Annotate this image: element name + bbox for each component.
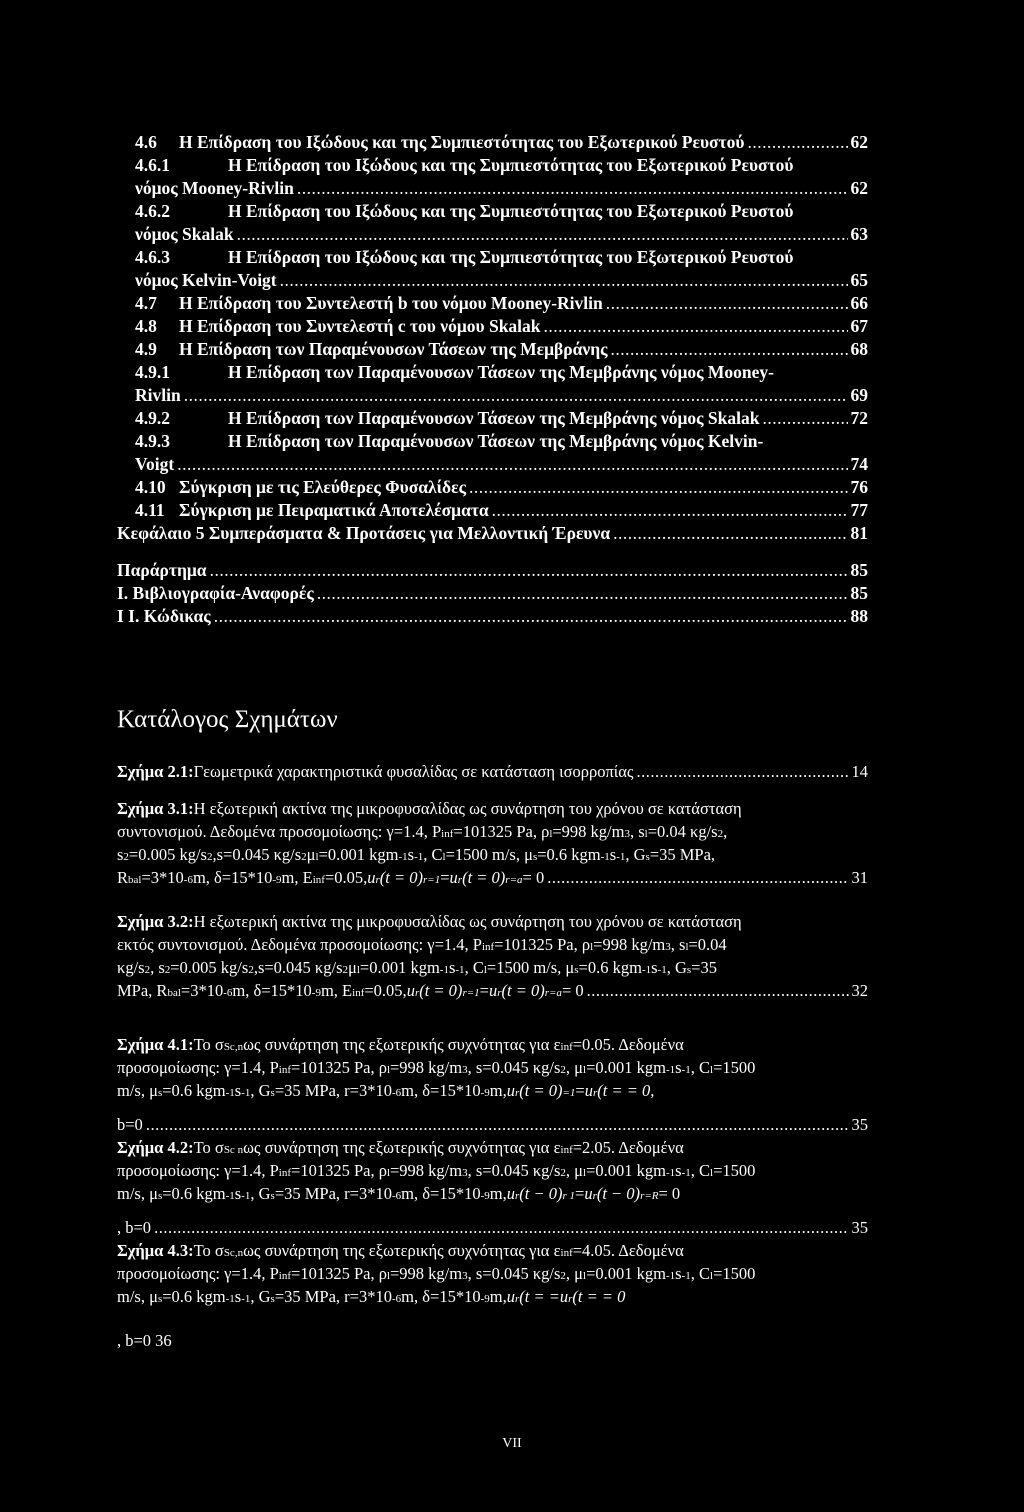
figure-entry: Σχήμα 4.1: Το σ Sc,n ως συνάρτηση της εξωτερικής συχνότητας για ε inf =0.05. Δεδομένα — [117, 1035, 684, 1054]
figure-page: 14 — [851, 762, 868, 781]
toc-page: 65 — [850, 270, 868, 290]
toc-entry — [135, 201, 868, 224]
toc-entry — [135, 132, 868, 155]
toc-page: 85 — [850, 560, 868, 580]
toc-entry — [135, 431, 868, 454]
toc-page: 81 — [850, 523, 868, 543]
figure-page: 32 — [851, 981, 868, 1000]
toc-title: Η Επίδραση του Ιξώδους και της Συμπιεστότητας του Εξωτερικού Ρευστού — [179, 132, 745, 152]
toc-entry-continued: Voigt ..... 74 — [135, 454, 868, 477]
toc-entry-continued: Rivlin ..... 69 — [135, 385, 868, 408]
toc-title: Η Επίδραση του Ιξώδους και της Συμπιεστότητας του Εξωτερικού Ρευστού — [228, 247, 794, 267]
figure-caption: Γεωμετρικά χαρακτηριστικά φυσαλίδας σε κατάσταση ισορροπίας — [193, 762, 634, 781]
list-of-figures: Σχήμα 2.1: Γεωμετρικά χαρακτηριστικά φυσαλίδας σε κατάσταση ισορροπίας ..... 14 Σχήμα 3.1: Η εξωτερική ακτίνα της μικροφυσαλίδας ως συνάρτηση του χρόνου σε κατάσταση συντονισμού. Δεδομένα προσομοίωσης: γ=1.4, P inf =101325 Pa, ρ l =998 kg/m 3 , s l =0.04 κg/s 2 , s 2 =0.005 kg/s 2 ,s=0.045 κg/s 2 μ l =0.001 kgm -1 s -1 , C l =1500 m/s, μ s =0.6 kgm -1 s -1 , G s =35 MPa, R bal =3*10 -6 m, δ=15*10 -9 m, E inf =0.05, u r (t = 0) r=1 = u r (t = 0) r=a = 0 ..... 31 Σχήμα 3.2: Η εξωτερική ακτίνα της μικροφυσαλίδας ως συνάρτηση του χρόνου σε κατάσταση εκτός συντονισμού. Δεδομένα προσομοίωσης: γ=1.4, P inf =101325 Pa, ρ l =998 kg/m 3 , s l =0.04 κg/s 2 , s 2 =0.005 kg/s 2 ,s=0.045 κg/s 2 μ l =0.001 kgm -1 s -1 , C l =1500 m/s, μ s =0.6 kgm -1 s -1 , G s =35 MPa, R bal =3*10 -6 m, δ=15*10 -9 m, E inf =0.05, u r (t = 0) r=1 = u r (t = 0) r=a = 0 ..... 32 Σχήμα 4.1: Το σ Sc,n ως συνάρτηση της εξωτερικής συχνότητας για ε inf =0.05. Δεδομένα προσομοίωσης: γ=1.4, P inf =101325 Pa, ρ l =998 kg/m 3 , s=0.045 κg/s 2 , μ l =0.001 kgm -1 s -1 , C l =1500 m/s, μ s =0.6 kgm -1 s -1 , G s =35 MPa, r=3*10 -6 m, δ=15*10 -9 m, u r (t = 0) =1 = u r (t = = 0, b=0 ..... 35 Σχήμα 4.2: Το σ Sc n ως συνάρτηση της εξωτερικής συχνότητας για ε inf =2.05. Δεδομένα προσομοίωσης: γ=1.4, P inf =101325 Pa, ρ l =998 kg/m 3 , s=0.045 κg/s 2 , μ l =0.001 kgm -1 s -1 , C l =1500 m/s, μ s =0.6 kgm -1 s -1 , G s =35 MPa, r=3*10 -6 m, δ=15*10 -9 m, u r (t − 0) r 1 = u r (t − 0) r=R = 0 , b=0 ..... 35 Σχήμα 4.3: Το σ Sc,n ως συνάρτηση της εξωτερικής συχνότητας για ε inf =4.05. Δεδομένα προσομοίωσης: γ=1.4, P inf =101325 Pa, ρ l =998 kg/m 3 , s=0.045 κg/s 2 , μ l =0.001 kgm -1 s -1 , C l =1500 m/s, μ s =0.6 kgm -1 s -1 , G s =35 MPa, r=3*10 -6 m, δ=15*10 -9 m, u r (t = = u r (t = = 0 , b=0 36 — [117, 762, 868, 1354]
toc-entry-continued: νόμος Mooney-Rivlin ..... 62 — [135, 178, 868, 201]
toc-number: 4.6.1 — [135, 155, 170, 175]
toc-title: I. Βιβλιογραφία-Αναφορές — [117, 583, 314, 603]
page-number: VII — [502, 1436, 522, 1451]
figure-label: Σχήμα 3.1: — [117, 799, 194, 818]
toc-page: 67 — [850, 316, 868, 336]
figure-label: Σχήμα 4.3: — [117, 1241, 194, 1260]
toc-title: Η Επίδραση των Παραμένουσων Τάσεων της Μεμβράνης νόμος Skalak — [228, 408, 760, 428]
figure-entry — [117, 762, 868, 785]
toc-number: 4.6.2 — [135, 201, 170, 221]
toc-page: 62 — [850, 178, 868, 198]
toc-title: Η Επίδραση του Συντελεστή c του νόμου Skalak — [179, 316, 541, 336]
toc-number: 4.6 — [135, 132, 157, 152]
toc-title: Κεφάλαιο 5 Συμπεράσματα & Προτάσεις για Μελλοντική Έρευνα — [117, 523, 611, 543]
toc-entry — [135, 316, 868, 339]
toc-page: 62 — [850, 132, 868, 152]
toc-page: 68 — [850, 339, 868, 359]
toc-entry-appendix — [117, 606, 868, 629]
toc-page: 88 — [850, 606, 868, 626]
figure-entry: Σχήμα 4.2: Το σ Sc n ως συνάρτηση της εξωτερικής συχνότητας για ε inf =2.05. Δεδομένα — [117, 1138, 684, 1157]
toc-title: Η Επίδραση του Ιξώδους και της Συμπιεστότητας του Εξωτερικού Ρευστού — [228, 155, 794, 175]
toc-entry-continued: νόμος Skalak ..... 63 — [135, 224, 868, 247]
toc-entry-chapter — [117, 523, 868, 546]
toc-number: 4.9.1 — [135, 362, 170, 382]
toc-title: I I. Κώδικας — [117, 606, 211, 626]
toc-entry-appendix — [117, 583, 868, 606]
toc-title: Η Επίδραση των Παραμένουσων Τάσεων της Μεμβράνης — [179, 339, 608, 359]
toc-entry — [135, 339, 868, 362]
toc-number: 4.10 — [135, 477, 166, 497]
figure-entry: Σχήμα 4.3: Το σ Sc,n ως συνάρτηση της εξωτερικής συχνότητας για ε inf =4.05. Δεδομένα — [117, 1241, 684, 1260]
figure-label: Σχήμα 3.2: — [117, 912, 194, 931]
toc-title: Η Επίδραση του Ιξώδους και της Συμπιεστότητας του Εξωτερικού Ρευστού — [228, 201, 794, 221]
figure-page: 35 — [851, 1218, 868, 1237]
toc-page: 74 — [850, 454, 868, 474]
toc-number: 4.6.3 — [135, 247, 170, 267]
toc-number: 4.8 — [135, 316, 157, 336]
toc-number: 4.7 — [135, 293, 157, 313]
toc-entry — [135, 408, 868, 431]
toc-entry — [135, 477, 868, 500]
toc-page: 76 — [850, 477, 868, 497]
figure-label: Σχήμα 2.1: — [117, 762, 194, 781]
toc-number: 4.9 — [135, 339, 157, 359]
toc-entry — [135, 247, 868, 270]
toc-title: Σύγκριση με Πειραματικά Αποτελέσματα — [179, 500, 489, 520]
toc-title: Η Επίδραση των Παραμένουσων Τάσεων της Μεμβράνης νόμος Mooney- — [228, 362, 774, 382]
figure-entry: Σχήμα 3.2: Η εξωτερική ακτίνα της μικροφυσαλίδας ως συνάρτηση του χρόνου σε κατάσταση — [117, 912, 742, 931]
toc-title: Η Επίδραση του Συντελεστή b του νόμου Mooney-Rivlin — [179, 293, 603, 313]
figure-label: Σχήμα 4.1: — [117, 1035, 194, 1054]
list-of-figures-heading: Κατάλογος Σχημάτων — [117, 706, 338, 733]
toc-title: Παράρτημα — [117, 560, 207, 580]
figure-entry: Σχήμα 3.1: Η εξωτερική ακτίνα της μικροφυσαλίδας ως συνάρτηση του χρόνου σε κατάσταση — [117, 799, 742, 818]
toc-title: Η Επίδραση των Παραμένουσων Τάσεων της Μεμβράνης νόμος Kelvin- — [228, 431, 764, 451]
figure-page: 35 — [851, 1115, 868, 1134]
toc-number: 4.9.2 — [135, 408, 170, 428]
figure-label: Σχήμα 4.2: — [117, 1138, 194, 1157]
toc-entry — [135, 293, 868, 316]
toc-entry-appendix — [117, 560, 868, 583]
toc-number: 4.9.3 — [135, 431, 170, 451]
toc-page: 66 — [850, 293, 868, 313]
toc-entry — [135, 500, 868, 523]
toc-entry — [135, 155, 868, 178]
toc-page: 72 — [850, 408, 868, 428]
toc-title: Σύγκριση με τις Ελεύθερες Φυσαλίδες — [179, 477, 466, 497]
toc-page: 63 — [850, 224, 868, 244]
toc-page: 69 — [850, 385, 868, 405]
figure-page: 31 — [851, 868, 868, 887]
toc-entry — [135, 362, 868, 385]
toc-number: 4.11 — [135, 500, 165, 520]
table-of-contents — [117, 132, 868, 629]
toc-page: 85 — [850, 583, 868, 603]
toc-entry-continued: νόμος Kelvin-Voigt ..... 65 — [135, 270, 868, 293]
toc-page: 77 — [850, 500, 868, 520]
